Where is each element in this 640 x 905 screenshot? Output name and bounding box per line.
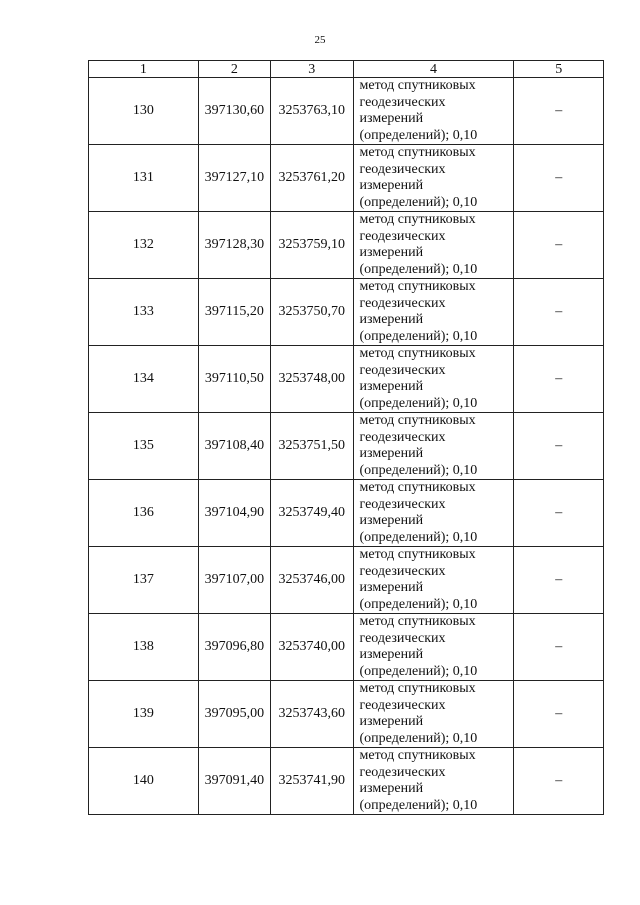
method-cell: [353, 614, 514, 681]
point-number-cell: 134: [89, 346, 199, 413]
point-number-cell: 132: [89, 212, 199, 279]
method-text-line: геодезических: [359, 228, 446, 244]
description-cell: –: [514, 547, 604, 614]
method-text-line: измерений: [359, 446, 424, 461]
method-text-line: измерений: [359, 312, 424, 327]
description-cell: –: [514, 145, 604, 212]
x-coordinate-cell: 397128,30: [198, 212, 270, 279]
method-text-line: измерений: [359, 647, 424, 662]
table-row: [89, 480, 604, 547]
x-coordinate-cell: 397127,10: [198, 145, 270, 212]
table-row: [89, 145, 604, 212]
method-text-line: измерений: [359, 513, 424, 528]
method-cell: [353, 212, 514, 279]
method-cell: [353, 78, 514, 145]
y-coordinate-cell: 3253746,00: [271, 547, 353, 614]
x-coordinate-cell: 397115,20: [198, 279, 270, 346]
x-coordinate-cell: 397130,60: [198, 78, 270, 145]
column-header-5: 5: [514, 61, 604, 78]
method-text-line: (определений); 0,10: [359, 462, 478, 478]
method-text-line: (определений); 0,10: [359, 529, 478, 545]
description-cell: –: [514, 748, 604, 815]
y-coordinate-cell: 3253741,90: [271, 748, 353, 815]
description-cell: –: [514, 480, 604, 547]
method-cell: [353, 279, 514, 346]
method-cell: [353, 346, 514, 413]
table-row: [89, 346, 604, 413]
header-row: [89, 61, 604, 78]
point-number-cell: 136: [89, 480, 199, 547]
table-row: [89, 614, 604, 681]
point-number-cell: 131: [89, 145, 199, 212]
y-coordinate-cell: 3253759,10: [271, 212, 353, 279]
y-coordinate-cell: 3253740,00: [271, 614, 353, 681]
method-text-line: геодезических: [359, 295, 446, 311]
method-text-line: геодезических: [359, 161, 446, 177]
method-text-line: метод спутниковых: [359, 78, 476, 93]
method-text-line: (определений); 0,10: [359, 328, 478, 344]
point-number-cell: 135: [89, 413, 199, 480]
method-text-line: геодезических: [359, 764, 446, 780]
column-header-2: 2: [198, 61, 270, 78]
method-text-line: метод спутниковых: [359, 748, 476, 763]
method-text-line: (определений); 0,10: [359, 194, 478, 210]
table-row: [89, 681, 604, 748]
x-coordinate-cell: 397110,50: [198, 346, 270, 413]
method-text-line: метод спутниковых: [359, 346, 476, 361]
point-number-cell: 137: [89, 547, 199, 614]
method-text-line: геодезических: [359, 630, 446, 646]
description-cell: –: [514, 78, 604, 145]
method-text-line: измерений: [359, 580, 424, 595]
y-coordinate-cell: 3253743,60: [271, 681, 353, 748]
method-text-line: метод спутниковых: [359, 145, 476, 160]
method-text-line: (определений); 0,10: [359, 797, 478, 813]
method-cell: [353, 748, 514, 815]
method-text-line: метод спутниковых: [359, 547, 476, 562]
y-coordinate-cell: 3253751,50: [271, 413, 353, 480]
method-text-line: (определений); 0,10: [359, 261, 478, 277]
y-coordinate-cell: 3253749,40: [271, 480, 353, 547]
description-cell: –: [514, 212, 604, 279]
description-cell: –: [514, 279, 604, 346]
x-coordinate-cell: 397091,40: [198, 748, 270, 815]
method-text-line: геодезических: [359, 563, 446, 579]
method-cell: [353, 681, 514, 748]
method-text-line: геодезических: [359, 697, 446, 713]
method-text-line: (определений); 0,10: [359, 596, 478, 612]
method-text-line: (определений); 0,10: [359, 395, 478, 411]
point-number-cell: 139: [89, 681, 199, 748]
table-row: [89, 78, 604, 145]
method-text-line: (определений); 0,10: [359, 663, 478, 679]
method-text-line: (определений); 0,10: [359, 730, 478, 746]
method-cell: [353, 145, 514, 212]
table-body: [89, 78, 604, 815]
method-text-line: геодезических: [359, 94, 446, 110]
method-text-line: геодезических: [359, 429, 446, 445]
method-text-line: метод спутниковых: [359, 279, 476, 294]
method-text-line: метод спутниковых: [359, 614, 476, 629]
method-text-line: измерений: [359, 714, 424, 729]
description-cell: –: [514, 681, 604, 748]
table-row: [89, 547, 604, 614]
method-text-line: измерений: [359, 379, 424, 394]
coordinates-table: [88, 60, 604, 815]
point-number-cell: 130: [89, 78, 199, 145]
description-cell: –: [514, 413, 604, 480]
description-cell: –: [514, 346, 604, 413]
description-cell: –: [514, 614, 604, 681]
x-coordinate-cell: 397108,40: [198, 413, 270, 480]
method-text-line: метод спутниковых: [359, 480, 476, 495]
column-header-3: 3: [271, 61, 353, 78]
point-number-cell: 133: [89, 279, 199, 346]
method-text-line: (определений); 0,10: [359, 127, 478, 143]
method-text-line: измерений: [359, 111, 424, 126]
method-cell: [353, 413, 514, 480]
point-number-cell: 140: [89, 748, 199, 815]
y-coordinate-cell: 3253763,10: [271, 78, 353, 145]
table-row: [89, 748, 604, 815]
method-cell: [353, 480, 514, 547]
method-text-line: измерений: [359, 178, 424, 193]
y-coordinate-cell: 3253750,70: [271, 279, 353, 346]
x-coordinate-cell: 397104,90: [198, 480, 270, 547]
page-number: 25: [314, 34, 326, 46]
table-row: [89, 212, 604, 279]
y-coordinate-cell: 3253748,00: [271, 346, 353, 413]
method-cell: [353, 547, 514, 614]
method-text-line: геодезических: [359, 496, 446, 512]
method-text-line: метод спутниковых: [359, 681, 476, 696]
method-text-line: метод спутниковых: [359, 212, 476, 227]
method-text-line: метод спутниковых: [359, 413, 476, 428]
x-coordinate-cell: 397107,00: [198, 547, 270, 614]
y-coordinate-cell: 3253761,20: [271, 145, 353, 212]
column-header-1: 1: [89, 61, 199, 78]
method-text-line: геодезических: [359, 362, 446, 378]
table-row: [89, 279, 604, 346]
method-text-line: измерений: [359, 781, 424, 796]
method-text-line: измерений: [359, 245, 424, 260]
column-header-4: 4: [353, 61, 514, 78]
point-number-cell: 138: [89, 614, 199, 681]
x-coordinate-cell: 397095,00: [198, 681, 270, 748]
x-coordinate-cell: 397096,80: [198, 614, 270, 681]
table-row: [89, 413, 604, 480]
